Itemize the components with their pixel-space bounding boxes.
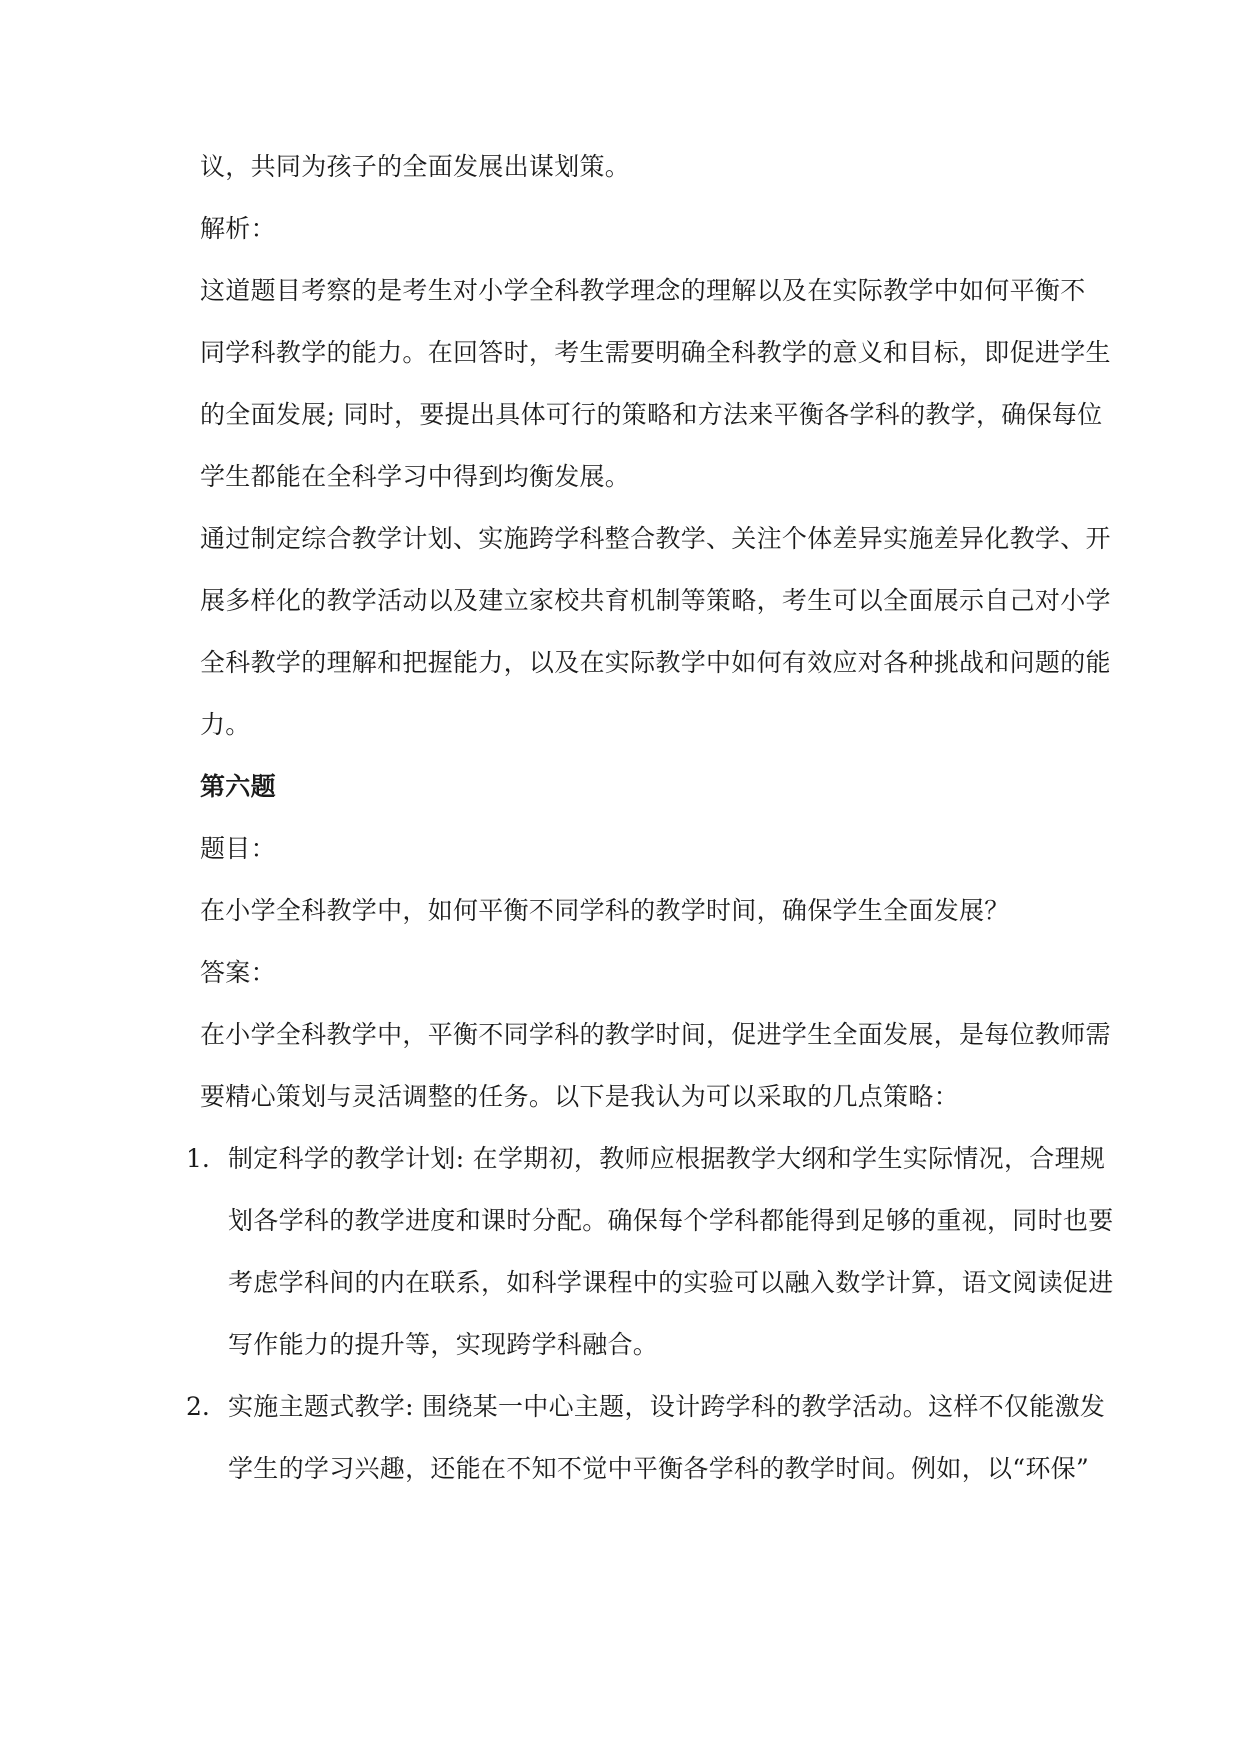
text-line: 展多样化的教学活动以及建立家校共育机制等策略，考生可以全面展示自己对小学 — [200, 586, 1111, 615]
text-line: 的全面发展; 同时，要提出具体可行的策略和方法来平衡各学科的教学，确保每位 — [200, 400, 1103, 429]
text-line: 全科教学的理解和把握能力，以及在实际教学中如何有效应对各种挑战和问题的能 — [200, 648, 1111, 677]
text-line: 通过制定综合教学计划、实施跨学科整合教学、关注个体差异实施差异化教学、开 — [200, 524, 1111, 553]
list-item-text: 学生的学习兴趣，还能在不知不觉中平衡各学科的教学时间。例如，以“环保” — [228, 1454, 1090, 1483]
section-heading-q6: 第六题 — [200, 772, 276, 801]
text-line: 在小学全科教学中，平衡不同学科的教学时间，促进学生全面发展，是每位教师需 — [200, 1020, 1111, 1049]
text-line: 同学科教学的能力。在回答时，考生需要明确全科教学的意义和目标，即促进学生 — [200, 338, 1111, 367]
list-item-text: 写作能力的提升等，实现跨学科融合。 — [228, 1330, 659, 1359]
list-number: 2. — [186, 1392, 210, 1421]
list-item-text: 考虑学科间的内在联系，如科学课程中的实验可以融入数学计算，语文阅读促进 — [228, 1268, 1114, 1297]
text-line: 议，共同为孩子的全面发展出谋划策。 — [200, 152, 631, 181]
text-line: 学生都能在全科学习中得到均衡发展。 — [200, 462, 631, 491]
section-label-answer: 答案： — [200, 958, 276, 987]
section-label-question: 题目： — [200, 834, 276, 863]
list-item-text: 制定科学的教学计划: 在学期初，教师应根据教学大纲和学生实际情况，合理规 — [228, 1144, 1106, 1173]
list-number: 1. — [186, 1144, 210, 1173]
list-item-text: 实施主题式教学: 围绕某一中心主题，设计跨学科的教学活动。这样不仅能激发 — [228, 1392, 1106, 1421]
text-line: 力。 — [200, 710, 251, 739]
text-line: 这道题目考察的是考生对小学全科教学理念的理解以及在实际教学中如何平衡不 — [200, 276, 1086, 305]
text-line: 要精心策划与灵活调整的任务。以下是我认为可以采取的几点策略： — [200, 1082, 960, 1111]
section-label-analysis: 解析： — [200, 214, 276, 243]
question-text: 在小学全科教学中，如何平衡不同学科的教学时间，确保学生全面发展？ — [200, 896, 1010, 925]
list-item-text: 划各学科的教学进度和课时分配。确保每个学科都能得到足够的重视，同时也要 — [228, 1206, 1114, 1235]
